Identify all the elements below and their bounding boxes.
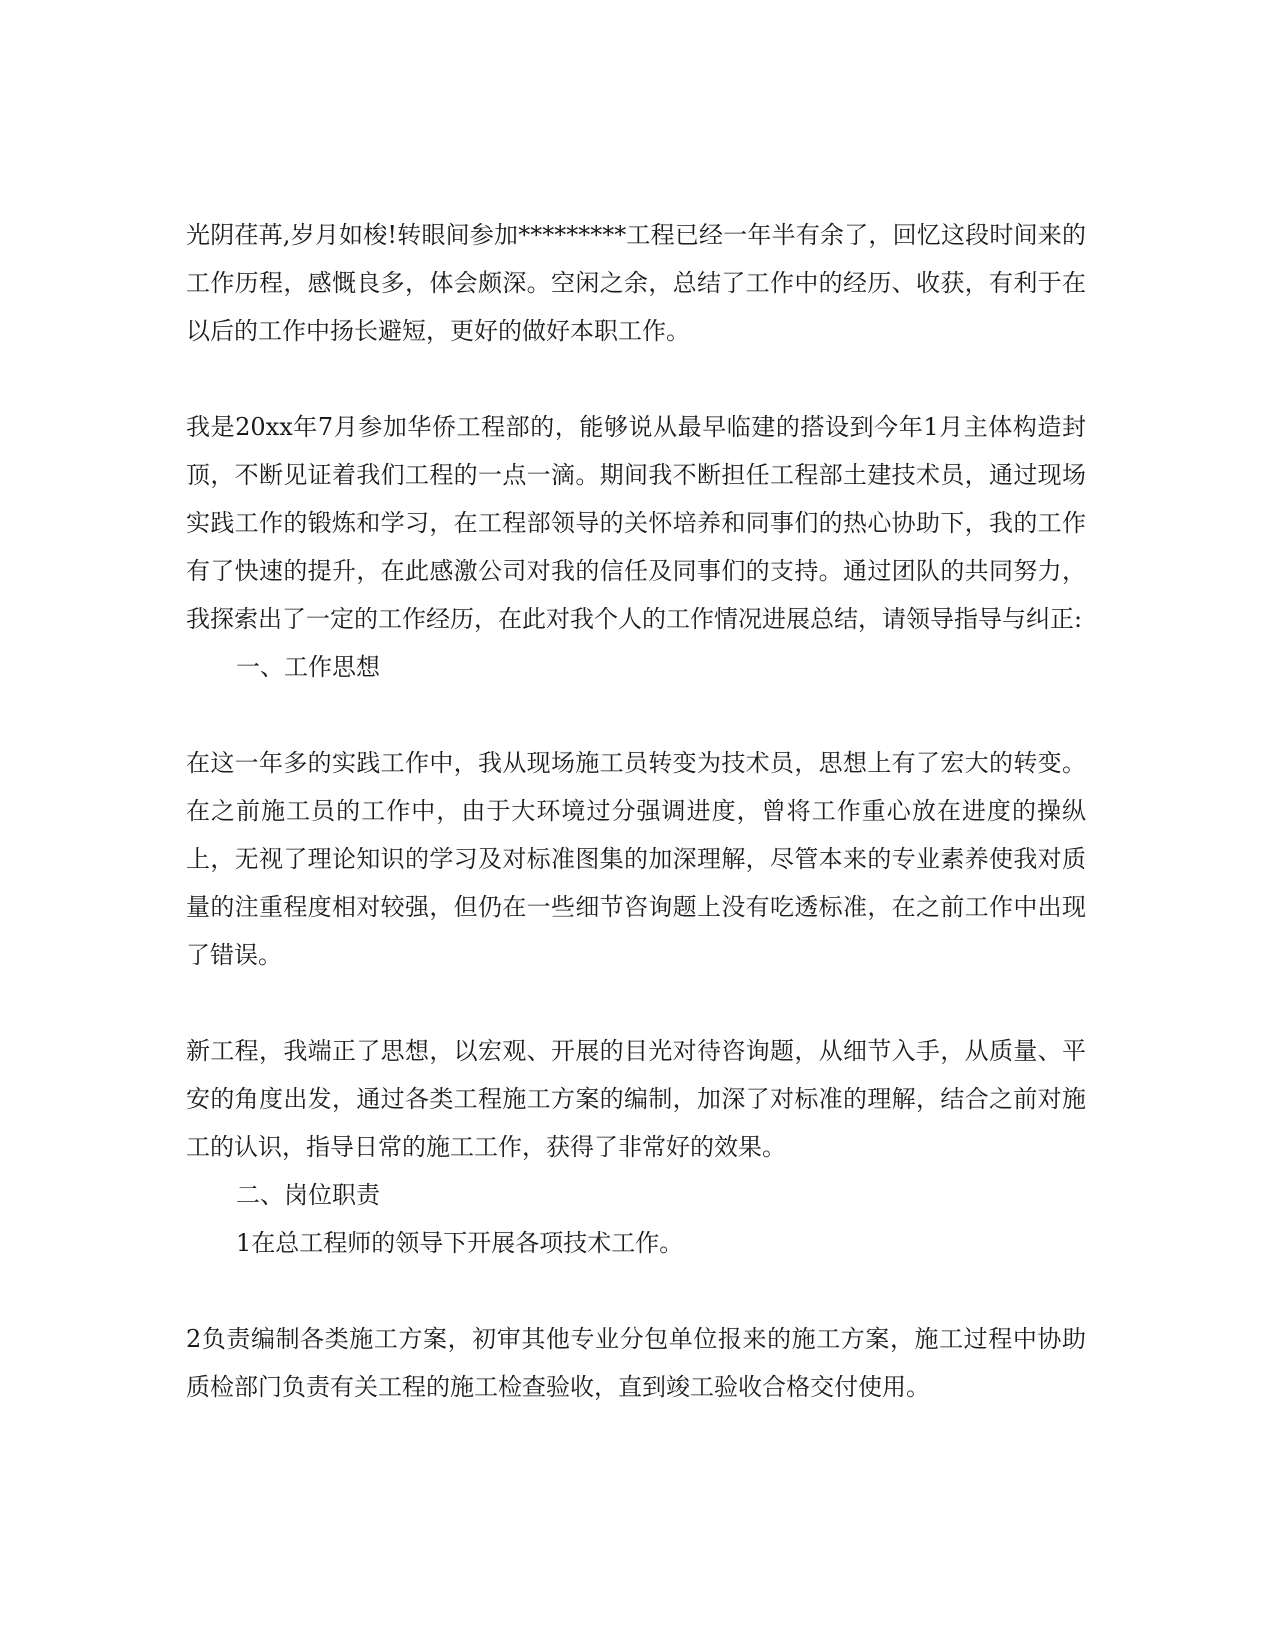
paragraph-new-project: 新工程，我端正了思想，以宏观、开展的目光对待咨询题，从细节入手，从质量、平安的角度出发，通过各类工程施工方案的编制，加深了对标准的理解，结合之前对施工的认识，指导日常的施工工作，获得了非常好的效果。 (186, 1037, 1086, 1161)
section-heading-work-thought: 一、工作思想 (236, 653, 380, 681)
paragraph-background: 我是20xx年7月参加华侨工程部的，能够说从最早临建的搭设到今年1月主体构造封顶，不断见证着我们工程的一点一滴。期间我不断担任工程部土建技术员，通过现场实践工作的锻炼和学习，在工程部领导的关怀培养和同事们的热心协助下，我的工作有了快速的提升，在此感激公司对我的信任及同事们的支持。通过团队的共同努力，我探索出了一定的工作经历，在此对我个人的工作情况进展总结，请领导指导与纠正: (186, 413, 1086, 633)
paragraph-thought-change: 在这一年多的实践工作中，我从现场施工员转变为技术员，思想上有了宏大的转变。在之前施工员的工作中，由于大环境过分强调进度，曾将工作重心放在进度的操纵上，无视了理论知识的学习及对标准图集的加深理解，尽管本来的专业素养使我对质量的注重程度相对较强，但仍在一些细节咨询题上没有吃透标准，在之前工作中出现了错误。 (186, 749, 1086, 969)
document-body (186, 211, 1086, 1411)
duty-item-2: 2负责编制各类施工方案，初审其他专业分包单位报来的施工方案，施工过程中协助质检部门负责有关工程的施工检查验收，直到竣工验收合格交付使用。 (186, 1325, 1086, 1401)
section-heading-duties: 二、岗位职责 (236, 1181, 380, 1209)
paragraph-intro: 光阴荏苒,岁月如梭!转眼间参加*********工程已经一年半有余了，回忆这段时间来的工作历程，感慨良多，体会颇深。空闲之余，总结了工作中的经历、收获，有利于在以后的工作中扬长避短，更好的做好本职工作。 (186, 221, 1086, 345)
duty-item-1: 1在总工程师的领导下开展各项技术工作。 (236, 1229, 684, 1257)
